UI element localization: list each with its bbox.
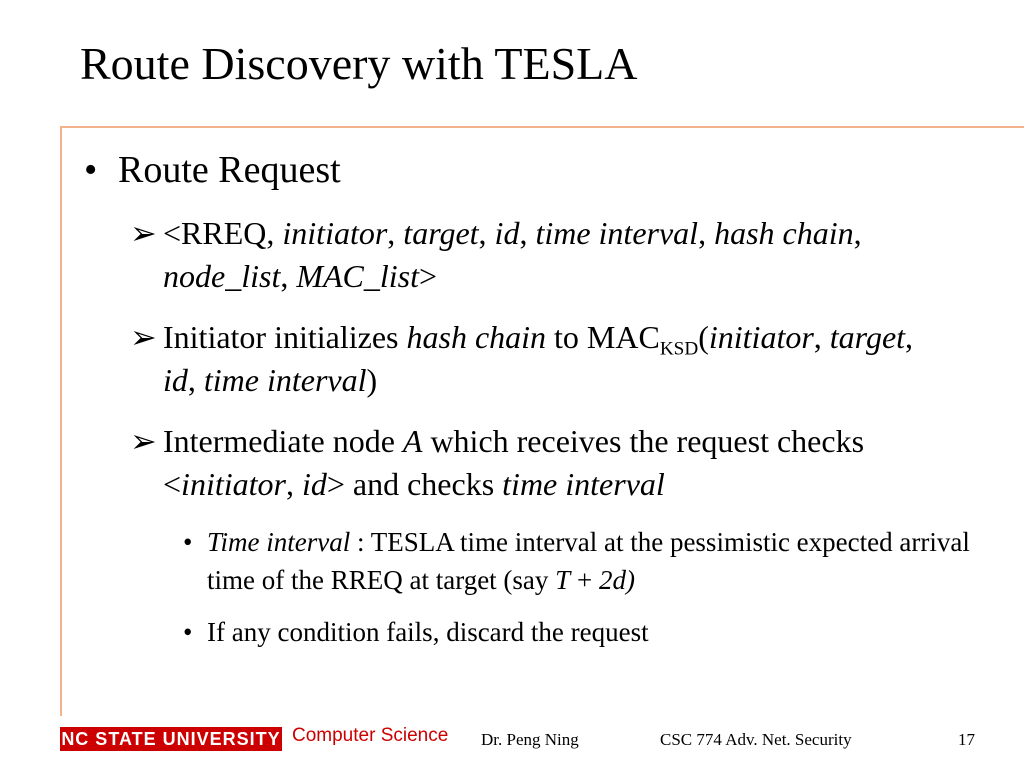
text-run: > <box>419 258 438 295</box>
slide-title: Route Discovery with TESLA <box>80 38 638 89</box>
arrow-bullet-icon: ➢ <box>130 319 157 355</box>
italic-term: target <box>829 319 906 355</box>
italic-term: T <box>555 564 571 595</box>
text-run: which receives the request checks < <box>163 423 865 503</box>
detail-bullet-discard <box>183 614 993 652</box>
text-run: Initiator initializes <box>163 319 407 355</box>
bullet-route-request <box>84 148 341 194</box>
text-run: , <box>853 215 862 251</box>
sub-bullet-text <box>130 316 930 402</box>
italic-term: time interval <box>203 362 367 399</box>
text-run: ) <box>366 362 378 399</box>
italic-term: id <box>301 466 327 503</box>
university-logo: NC STATE UNIVERSITY <box>61 729 281 749</box>
bullet-dot-icon: • <box>183 527 193 557</box>
footer-course: CSC 774 Adv. Net. Security <box>660 730 852 749</box>
italic-term: initiator <box>708 319 814 355</box>
italic-term: hash chain <box>714 215 854 251</box>
arrow-bullet-icon: ➢ <box>130 423 157 459</box>
footer-author: Dr. Peng Ning <box>481 730 579 749</box>
italic-term: MAC_list <box>296 258 419 295</box>
sub-bullet-text <box>130 212 930 298</box>
italic-term: time interval <box>535 215 699 251</box>
slide-footer <box>0 722 1024 758</box>
italic-term: A <box>402 423 423 459</box>
text-run: , <box>519 215 536 251</box>
text-run: <RREQ, <box>163 215 283 251</box>
sub-bullet-text <box>130 420 930 506</box>
italic-term: initiator <box>282 215 388 251</box>
text-run: , <box>698 215 715 251</box>
text-run: + <box>570 564 599 595</box>
sub-bullet-intermediate-node <box>130 420 930 506</box>
text-run: , <box>187 362 204 399</box>
arrow-bullet-icon: ➢ <box>130 215 157 251</box>
horizontal-rule <box>60 126 1024 128</box>
subscript-ksd: KSD <box>659 338 699 360</box>
text-run: to MAC <box>546 319 660 355</box>
text-run: > and checks <box>326 466 503 503</box>
text-run: : TESLA time interval at the pessimistic expected arrival time of the RREQ at target (say <box>207 527 970 595</box>
text-run: , <box>905 319 914 355</box>
italic-term: initiator <box>181 466 286 503</box>
italic-term: hash chain <box>406 319 547 355</box>
italic-term: id <box>494 215 520 251</box>
text-run: If any condition fails, discard the request <box>207 617 649 647</box>
bullet-text: Route Request <box>118 149 341 191</box>
page-number: 17 <box>958 730 975 749</box>
italic-term: Time interval <box>207 527 351 557</box>
detail-bullet-text <box>183 524 993 600</box>
bullet-dot-icon: • <box>183 617 193 647</box>
italic-term: node_list <box>163 258 281 295</box>
text-run: , <box>387 215 404 251</box>
italic-term: target <box>403 215 479 251</box>
bullet-dot-icon: • <box>84 149 98 191</box>
detail-bullet-time-interval <box>183 524 993 600</box>
department-name: Computer Science <box>292 725 449 746</box>
sub-bullet-initiator <box>130 316 930 402</box>
text-run: , <box>813 319 830 355</box>
italic-term: id <box>163 362 188 399</box>
text-run: Intermediate node <box>163 423 403 459</box>
text-run: , <box>280 258 297 295</box>
detail-bullet-text <box>183 614 993 652</box>
text-run: ( <box>698 319 709 355</box>
italic-term: 2d) <box>598 564 635 595</box>
text-run: , <box>285 466 302 503</box>
text-run: , <box>478 215 495 251</box>
sub-bullet-rreq-format <box>130 212 930 298</box>
italic-term: time interval <box>502 466 665 503</box>
vertical-rule <box>60 126 62 716</box>
